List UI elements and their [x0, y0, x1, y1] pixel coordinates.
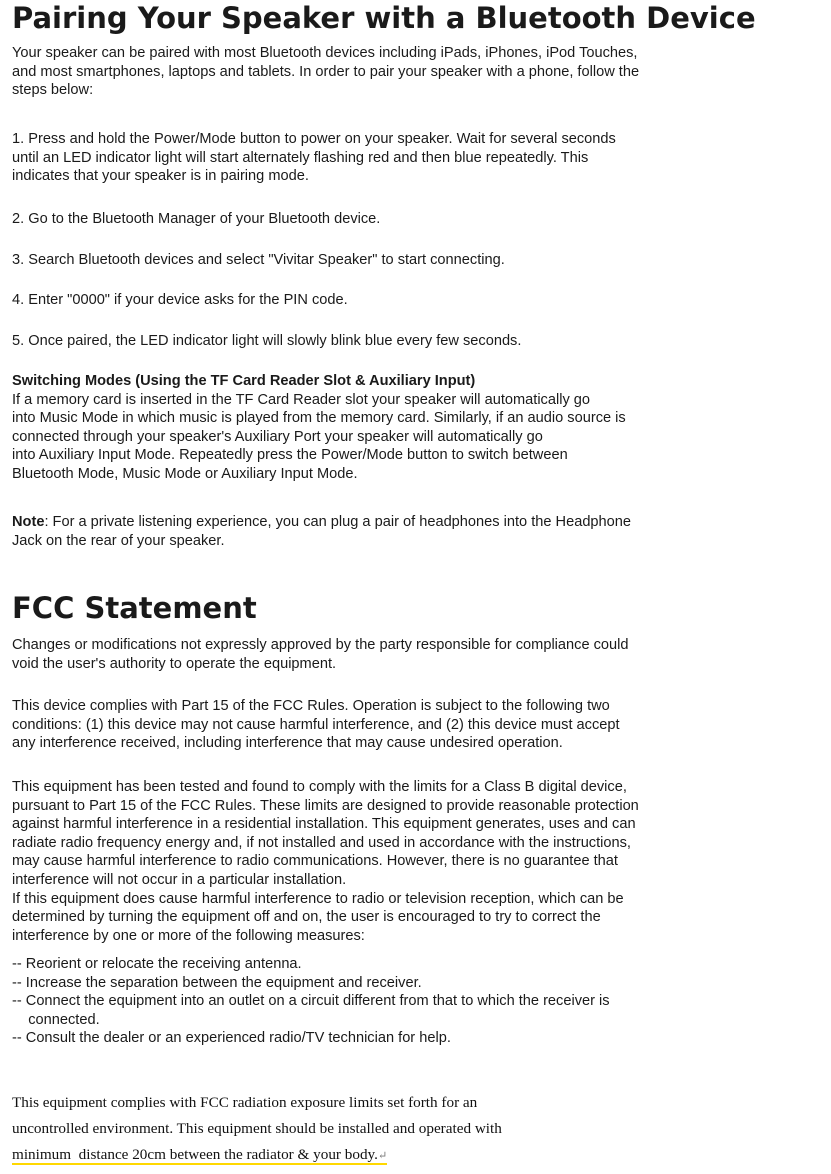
- list-item: -- Connect the equipment into an outlet on a circuit different from that to which the receiver is: [12, 993, 610, 1010]
- section-title: FCC Statement: [12, 591, 257, 625]
- pairing-title: [12, 0, 756, 36]
- note-label: Note: [12, 514, 45, 530]
- step-4: 4. Enter "0000" if your device asks for the PIN code.: [12, 292, 348, 308]
- step-line: indicates that your speaker is in pairing mode.: [12, 168, 309, 185]
- radiation-line: [12, 1142, 502, 1169]
- fcc-title: [12, 590, 257, 626]
- step-line: until an LED indicator light will start alternately flashing red and then blue repeatedly. This: [12, 149, 589, 166]
- switching-line: into Music Mode in which music is played from the memory card. Similarly, if an audio source is: [12, 410, 626, 427]
- fcc-line: pursuant to Part 15 of the FCC Rules. These limits are designed to provide reasonable protection: [12, 797, 639, 814]
- pairing-intro: [12, 44, 639, 100]
- fcc-line: Changes or modifications not expressly approved by the party responsible for compliance could: [12, 637, 629, 653]
- switching-line: into Auxiliary Input Mode. Repeatedly press the Power/Mode button to switch between: [12, 447, 568, 464]
- fcc-measures-list: [12, 955, 610, 1048]
- intro-line: Your speaker can be paired with most Bluetooth devices including iPads, iPhones, iPod Touches,: [12, 45, 638, 61]
- switching-line: If a memory card is inserted in the TF Card Reader slot your speaker will automatically go: [12, 391, 591, 408]
- fcc-line: determined by turning the equipment off and on, the user is encouraged to try to correct the: [12, 909, 601, 926]
- step-2: 2. Go to the Bluetooth Manager of your Bluetooth device.: [12, 211, 381, 227]
- return-mark-icon: ↵: [377, 1150, 388, 1162]
- radiation-line: This equipment complies with FCC radiation exposure limits set forth for an: [12, 1094, 478, 1111]
- step-5: 5. Once paired, the LED indicator light will slowly blink blue every few seconds.: [12, 333, 522, 349]
- note-block: [12, 513, 631, 550]
- step-3: 3. Search Bluetooth devices and select "Vivitar Speaker" to start connecting.: [12, 252, 505, 268]
- note-text: : For a private listening experience, you can plug a pair of headphones into the Headphone: [44, 514, 632, 530]
- step-1: [12, 130, 616, 186]
- intro-line: steps below:: [12, 82, 94, 99]
- fcc-line: This device complies with Part 15 of the FCC Rules. Operation is subject to the following two: [12, 698, 610, 714]
- step-line: 1. Press and hold the Power/Mode button to power on your speaker. Wait for several seconds: [12, 131, 616, 147]
- list-item: -- Increase the separation between the equipment and receiver.: [12, 974, 422, 991]
- radiation-statement: [12, 1090, 502, 1169]
- fcc-line: may cause harmful interference to radio communications. However, there is no guarantee that: [12, 853, 618, 870]
- switching-line: Bluetooth Mode, Music Mode or Auxiliary Input Mode.: [12, 465, 358, 482]
- list-item: -- Consult the dealer or an experienced radio/TV technician for help.: [12, 1030, 451, 1047]
- fcc-line: interference by one or more of the following measures:: [12, 927, 365, 944]
- note-line: Jack on the rear of your speaker.: [12, 532, 225, 549]
- note-line: [12, 513, 631, 532]
- radiation-line: uncontrolled environment. This equipment should be installed and operated with: [12, 1120, 502, 1137]
- radiation-text: minimum distance 20cm between the radiator & your body.: [12, 1146, 378, 1163]
- page-title: Pairing Your Speaker with a Bluetooth Device: [12, 1, 756, 35]
- fcc-line: If this equipment does cause harmful interference to radio or television reception, which can be: [12, 890, 624, 907]
- fcc-line: radiate radio frequency energy and, if not installed and used in accordance with the instructions,: [12, 834, 631, 851]
- fcc-line: against harmful interference in a residential installation. This equipment generates, uses and can: [12, 816, 636, 833]
- list-item: connected.: [12, 1011, 100, 1028]
- highlighted-text: [12, 1146, 387, 1165]
- fcc-line: interference will not occur in a particular installation.: [12, 871, 347, 888]
- fcc-paragraph-2: [12, 697, 620, 753]
- fcc-line: conditions: (1) this device may not cause harmful interference, and (2) this device must accept: [12, 716, 620, 733]
- fcc-paragraph-3: [12, 778, 639, 945]
- switching-line: connected through your speaker's Auxiliary Port your speaker will automatically go: [12, 428, 543, 445]
- switching-modes: [12, 372, 626, 484]
- intro-line: and most smartphones, laptops and tablets. In order to pair your speaker with a phone, follow the: [12, 63, 640, 80]
- fcc-paragraph-1: [12, 636, 629, 673]
- fcc-line: This equipment has been tested and found to comply with the limits for a Class B digital device,: [12, 779, 627, 795]
- fcc-line: any interference received, including interference that may cause undesired operation.: [12, 735, 563, 752]
- switching-heading: Switching Modes (Using the TF Card Reader Slot & Auxiliary Input): [12, 373, 476, 389]
- list-item: -- Reorient or relocate the receiving antenna.: [12, 956, 302, 972]
- fcc-line: void the user's authority to operate the equipment.: [12, 655, 337, 672]
